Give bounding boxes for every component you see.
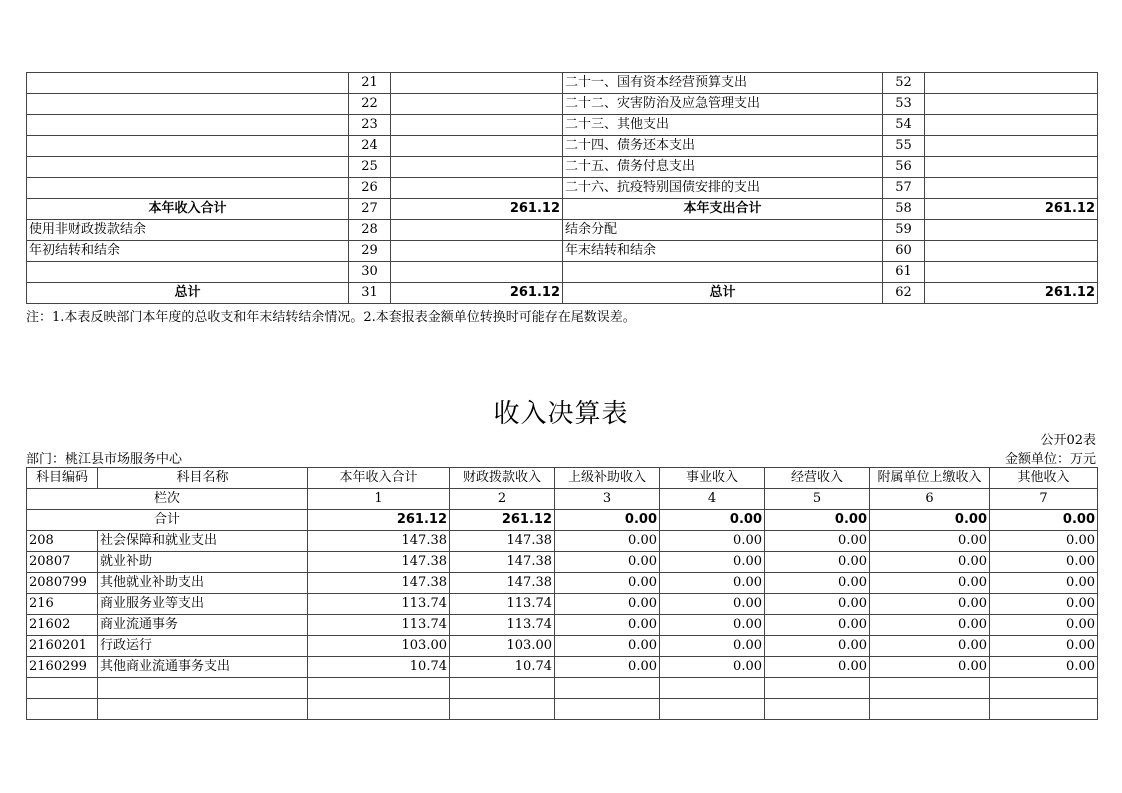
- column-number: 4: [660, 489, 765, 510]
- income-item-label: [27, 136, 349, 157]
- expense-item-value: 261.12: [925, 283, 1098, 304]
- amount-cell: 0.00: [660, 531, 765, 552]
- income-item-value: [391, 262, 563, 283]
- amount-cell: 147.38: [308, 573, 450, 594]
- amount-cell: 113.74: [450, 615, 555, 636]
- amount-cell: 10.74: [450, 657, 555, 678]
- expense-item-label: 年末结转和结余: [563, 241, 883, 262]
- row-number: 21: [349, 73, 391, 94]
- expense-item-value: [925, 241, 1098, 262]
- amount-cell: 0.00: [870, 657, 990, 678]
- department-label: 部门：桃江县市场服务中心: [26, 452, 183, 467]
- empty-cell: [870, 699, 990, 720]
- income-item-value: 261.12: [391, 283, 563, 304]
- column-number: 6: [870, 489, 990, 510]
- income-item-label: 年初结转和结余: [27, 241, 349, 262]
- expense-item-label: 总计: [563, 283, 883, 304]
- subject-code: 2080799: [27, 573, 98, 594]
- empty-cell: [308, 678, 450, 699]
- column-number: 1: [308, 489, 450, 510]
- subject-name: 商业服务业等支出: [98, 594, 308, 615]
- table-row: [27, 636, 1098, 657]
- table-row: [27, 594, 1098, 615]
- row-number: 54: [883, 115, 925, 136]
- subject-name: 其他就业补助支出: [98, 573, 308, 594]
- expense-item-value: [925, 115, 1098, 136]
- table-row: [27, 220, 1098, 241]
- header-row: [27, 468, 1098, 489]
- amount-cell: 0.00: [555, 594, 660, 615]
- empty-row: [27, 678, 1098, 699]
- table-row: [27, 531, 1098, 552]
- table-row: [27, 657, 1098, 678]
- amount-cell: 0.00: [555, 531, 660, 552]
- subject-code: 216: [27, 594, 98, 615]
- column-header: 科目名称: [98, 468, 308, 489]
- amount-cell: 147.38: [308, 531, 450, 552]
- expense-item-value: [925, 178, 1098, 199]
- expense-item-label: 本年支出合计: [563, 199, 883, 220]
- empty-cell: [450, 678, 555, 699]
- amount-cell: 147.38: [450, 552, 555, 573]
- row-number: 24: [349, 136, 391, 157]
- subject-name: 行政运行: [98, 636, 308, 657]
- expense-item-label: 二十四、债务还本支出: [563, 136, 883, 157]
- row-number: 55: [883, 136, 925, 157]
- column-header: 财政拨款收入: [450, 468, 555, 489]
- row-number: 31: [349, 283, 391, 304]
- empty-cell: [660, 699, 765, 720]
- amount-cell: 0.00: [660, 615, 765, 636]
- empty-cell: [990, 699, 1098, 720]
- table-row: [27, 241, 1098, 262]
- income-item-value: [391, 73, 563, 94]
- amount-cell: 0.00: [990, 531, 1098, 552]
- amount-cell: 113.74: [308, 615, 450, 636]
- income-item-label: [27, 94, 349, 115]
- total-value: 0.00: [660, 510, 765, 531]
- expense-item-label: [563, 262, 883, 283]
- column-number: 7: [990, 489, 1098, 510]
- income-item-value: 261.12: [391, 199, 563, 220]
- amount-cell: 0.00: [765, 657, 870, 678]
- row-number: 58: [883, 199, 925, 220]
- amount-cell: 147.38: [308, 552, 450, 573]
- amount-cell: 103.00: [308, 636, 450, 657]
- page-title: 收入决算表: [493, 399, 629, 429]
- row-number: 23: [349, 115, 391, 136]
- table-row: [27, 157, 1098, 178]
- total-value: 0.00: [870, 510, 990, 531]
- amount-cell: 0.00: [990, 615, 1098, 636]
- amount-cell: 0.00: [765, 636, 870, 657]
- table-row: [27, 73, 1098, 94]
- amount-cell: 113.74: [308, 594, 450, 615]
- row-number: 22: [349, 94, 391, 115]
- column-number: 3: [555, 489, 660, 510]
- row-number: 57: [883, 178, 925, 199]
- income-item-label: 本年收入合计: [27, 199, 349, 220]
- amount-cell: 0.00: [765, 594, 870, 615]
- total-value: 0.00: [765, 510, 870, 531]
- total-value: 0.00: [555, 510, 660, 531]
- amount-cell: 0.00: [660, 594, 765, 615]
- expense-item-value: [925, 136, 1098, 157]
- income-item-label: [27, 157, 349, 178]
- income-item-label: [27, 262, 349, 283]
- row-number: 25: [349, 157, 391, 178]
- amount-cell: 0.00: [990, 657, 1098, 678]
- subject-code: 2160299: [27, 657, 98, 678]
- row-number: 30: [349, 262, 391, 283]
- amount-cell: 147.38: [450, 531, 555, 552]
- column-header: 经营收入: [765, 468, 870, 489]
- subject-name: 商业流通事务: [98, 615, 308, 636]
- empty-cell: [450, 699, 555, 720]
- table-row: [27, 115, 1098, 136]
- expense-item-label: 二十六、抗疫特别国债安排的支出: [563, 178, 883, 199]
- row-number: 62: [883, 283, 925, 304]
- amount-cell: 0.00: [765, 552, 870, 573]
- column-number: 5: [765, 489, 870, 510]
- income-item-value: [391, 220, 563, 241]
- column-number: 2: [450, 489, 555, 510]
- expense-item-label: 二十五、债务付息支出: [563, 157, 883, 178]
- subject-code: 208: [27, 531, 98, 552]
- table-row: [27, 615, 1098, 636]
- empty-cell: [765, 699, 870, 720]
- income-table: [26, 467, 1098, 720]
- expense-item-value: [925, 73, 1098, 94]
- total-value: 261.12: [450, 510, 555, 531]
- row-number: 60: [883, 241, 925, 262]
- amount-cell: 0.00: [765, 573, 870, 594]
- amount-cell: 113.74: [450, 594, 555, 615]
- column-index-label: 栏次: [27, 489, 308, 510]
- subject-code: 20807: [27, 552, 98, 573]
- table-row: [27, 283, 1098, 304]
- empty-cell: [308, 699, 450, 720]
- amount-cell: 0.00: [660, 552, 765, 573]
- amount-cell: 147.38: [450, 573, 555, 594]
- table-row: [27, 552, 1098, 573]
- subject-code: 21602: [27, 615, 98, 636]
- form-number: 公开02表: [1040, 433, 1096, 448]
- income-item-label: [27, 115, 349, 136]
- column-header: 其他收入: [990, 468, 1098, 489]
- expense-item-value: [925, 220, 1098, 241]
- subject-name: 就业补助: [98, 552, 308, 573]
- amount-cell: 0.00: [765, 615, 870, 636]
- expense-item-label: 二十三、其他支出: [563, 115, 883, 136]
- amount-cell: 0.00: [660, 657, 765, 678]
- amount-cell: 0.00: [555, 657, 660, 678]
- total-row: [27, 510, 1098, 531]
- expense-item-value: [925, 157, 1098, 178]
- amount-cell: 0.00: [555, 615, 660, 636]
- income-item-value: [391, 115, 563, 136]
- row-number: 26: [349, 178, 391, 199]
- expense-item-value: 261.12: [925, 199, 1098, 220]
- income-item-label: [27, 73, 349, 94]
- empty-cell: [990, 678, 1098, 699]
- amount-cell: 0.00: [990, 594, 1098, 615]
- column-header: 科目编码: [27, 468, 98, 489]
- income-item-value: [391, 241, 563, 262]
- income-item-value: [391, 94, 563, 115]
- empty-cell: [555, 678, 660, 699]
- row-number: 28: [349, 220, 391, 241]
- amount-cell: 0.00: [990, 636, 1098, 657]
- empty-cell: [27, 699, 98, 720]
- expense-item-value: [925, 94, 1098, 115]
- subject-name: 社会保障和就业支出: [98, 531, 308, 552]
- empty-cell: [870, 678, 990, 699]
- table-row: [27, 136, 1098, 157]
- empty-cell: [98, 699, 308, 720]
- income-item-label: [27, 178, 349, 199]
- empty-cell: [660, 678, 765, 699]
- expense-item-label: 二十二、灾害防治及应急管理支出: [563, 94, 883, 115]
- amount-cell: 0.00: [555, 573, 660, 594]
- table-row: [27, 178, 1098, 199]
- subject-code: 2160201: [27, 636, 98, 657]
- subject-name: 其他商业流通事务支出: [98, 657, 308, 678]
- column-index-row: [27, 489, 1098, 510]
- income-item-value: [391, 136, 563, 157]
- row-number: 53: [883, 94, 925, 115]
- total-label: 合计: [27, 510, 308, 531]
- table-row: [27, 573, 1098, 594]
- empty-cell: [765, 678, 870, 699]
- amount-cell: 10.74: [308, 657, 450, 678]
- row-number: 52: [883, 73, 925, 94]
- unit-label: 金额单位：万元: [1004, 452, 1096, 467]
- total-value: 261.12: [308, 510, 450, 531]
- row-number: 29: [349, 241, 391, 262]
- amount-cell: 0.00: [555, 636, 660, 657]
- amount-cell: 0.00: [765, 531, 870, 552]
- empty-cell: [555, 699, 660, 720]
- expense-item-label: 二十一、国有资本经营预算支出: [563, 73, 883, 94]
- income-item-value: [391, 157, 563, 178]
- footnote: 注：1.本表反映部门本年度的总收支和年末结转结余情况。2.本套报表金额单位转换时可能存在尾数误差。: [26, 310, 636, 325]
- amount-cell: 0.00: [870, 615, 990, 636]
- amount-cell: 0.00: [870, 531, 990, 552]
- income-item-value: [391, 178, 563, 199]
- income-item-label: 总计: [27, 283, 349, 304]
- amount-cell: 0.00: [870, 552, 990, 573]
- row-number: 56: [883, 157, 925, 178]
- amount-cell: 0.00: [660, 636, 765, 657]
- table-row: [27, 199, 1098, 220]
- amount-cell: 0.00: [990, 573, 1098, 594]
- amount-cell: 0.00: [990, 552, 1098, 573]
- expense-item-label: 结余分配: [563, 220, 883, 241]
- row-number: 59: [883, 220, 925, 241]
- column-header: 本年收入合计: [308, 468, 450, 489]
- row-number: 27: [349, 199, 391, 220]
- income-item-label: 使用非财政拨款结余: [27, 220, 349, 241]
- empty-row: [27, 699, 1098, 720]
- expense-item-value: [925, 262, 1098, 283]
- amount-cell: 0.00: [870, 636, 990, 657]
- column-header: 附属单位上缴收入: [870, 468, 990, 489]
- amount-cell: 0.00: [660, 573, 765, 594]
- column-header: 上级补助收入: [555, 468, 660, 489]
- amount-cell: 103.00: [450, 636, 555, 657]
- empty-cell: [98, 678, 308, 699]
- amount-cell: 0.00: [870, 594, 990, 615]
- row-number: 61: [883, 262, 925, 283]
- column-header: 事业收入: [660, 468, 765, 489]
- amount-cell: 0.00: [870, 573, 990, 594]
- table-row: [27, 94, 1098, 115]
- total-value: 0.00: [990, 510, 1098, 531]
- summary-table: [26, 72, 1098, 304]
- empty-cell: [27, 678, 98, 699]
- amount-cell: 0.00: [555, 552, 660, 573]
- table-row: [27, 262, 1098, 283]
